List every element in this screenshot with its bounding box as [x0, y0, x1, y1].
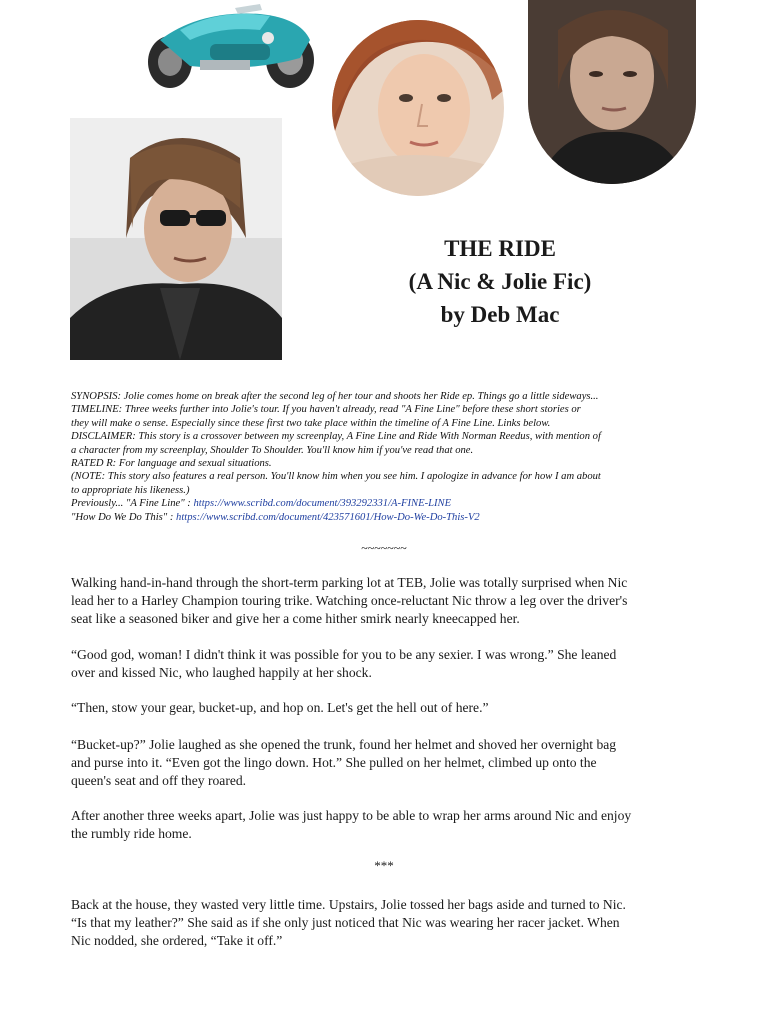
- story-paragraph: [71, 807, 701, 843]
- section-divider: ~~~~~~~: [361, 541, 407, 555]
- story-paragraph: [71, 736, 701, 790]
- scene-break: ***: [374, 858, 394, 873]
- synopsis-text: SYNOPSIS: Jolie comes home on break after the second leg of her tour and shoots her Ride ep. Things go a little sideways...: [71, 391, 599, 402]
- paragraph-line: Walking hand-in-hand through the short-term parking lot at TEB, Jolie was totally surprised when Nic: [71, 575, 628, 590]
- timeline-text: they will make o sense. Especially since these first two take place within the timeline of A Fine Line. Links below.: [71, 417, 551, 429]
- man-portrait-photo: [70, 118, 282, 360]
- story-paragraph: [71, 699, 701, 717]
- disclaimer-text: a character from my screenplay, Shoulder To Shoulder. You'll know him if you've read that one.: [71, 444, 474, 456]
- how-do-we-do-this-link[interactable]: https://www.scribd.com/document/423571601/How-Do-We-Do-This-V2: [176, 511, 480, 523]
- paragraph-line: “Is that my leather?” She said as if she only just noticed that Nic was wearing her racer jacket. When: [71, 915, 620, 930]
- disclaimer-text: DISCLAIMER: This story is a crossover between my screenplay, A Fine Line and Ride With Norman Reedus, with mention of: [71, 431, 601, 443]
- story-paragraph: [71, 896, 701, 950]
- woman-portrait-photo: [332, 20, 504, 196]
- author-line: by Deb Mac: [440, 302, 560, 327]
- paragraph-line: Back at the house, they wasted very little time. Upstairs, Jolie tossed her bags aside and turned to Nic.: [71, 897, 626, 912]
- note-text: (NOTE: This story also features a real person. You'll know him when you see him. I apologize in advance for how I am about: [71, 471, 601, 483]
- paragraph-line: “Good god, woman! I didn't think it was possible for you to be any sexier. I was wrong.” She leaned: [71, 647, 617, 662]
- paragraph-line: After another three weeks apart, Jolie was just happy to be able to wrap her arms around Nic and enjoy: [71, 808, 632, 823]
- a-fine-line-link[interactable]: https://www.scribd.com/document/393292331/A-FINE-LINE: [193, 498, 452, 510]
- front-matter: [71, 390, 701, 524]
- paragraph-line: the rumbly ride home.: [71, 826, 192, 841]
- paragraph-line: Nic nodded, she ordered, “Take it off.”: [71, 933, 283, 948]
- title-line: THE RIDE: [444, 236, 556, 261]
- story-paragraph: [71, 646, 701, 682]
- story-paragraph: [71, 574, 701, 628]
- trike-photo: [140, 0, 320, 100]
- paragraph-line: seat like a seasoned biker and give her a come hither smirk nearly kneecapped her.: [71, 611, 520, 626]
- how-do-we-line: [71, 511, 701, 524]
- story-title-block: [380, 232, 620, 331]
- paragraph-line: “Then, stow your gear, bucket-up, and hop on. Let's get the hell out of here.”: [71, 700, 489, 715]
- paragraph-line: queen's seat and off they roared.: [71, 773, 247, 788]
- previously-line: [71, 497, 701, 510]
- woman-dark-portrait-photo: [528, 0, 696, 184]
- previously-label: Previously... "A Fine Line" :: [71, 498, 191, 510]
- paragraph-line: “Bucket-up?” Jolie laughed as she opened the trunk, found her helmet and shoved her overnight bag: [71, 737, 617, 752]
- subtitle-line: (A Nic & Jolie Fic): [408, 269, 592, 294]
- note-text: to appropriate his likeness.): [71, 484, 190, 496]
- paragraph-line: and purse into it. “Even got the lingo down. Hot.” She pulled on her helmet, climbed up onto the: [71, 755, 597, 770]
- rating-text: RATED R: For language and sexual situations.: [71, 458, 272, 470]
- how-do-we-label: "How Do We Do This" :: [71, 511, 174, 523]
- paragraph-line: over and kissed Nic, who laughed happily at her shock.: [71, 665, 372, 680]
- paragraph-line: lead her to a Harley Champion touring trike. Watching once-reluctant Nic throw a leg over the driver's: [71, 593, 628, 608]
- timeline-text: TIMELINE: Three weeks further into Jolie's tour. If you haven't already, read "A Fine Line" before these short stories or: [71, 404, 581, 416]
